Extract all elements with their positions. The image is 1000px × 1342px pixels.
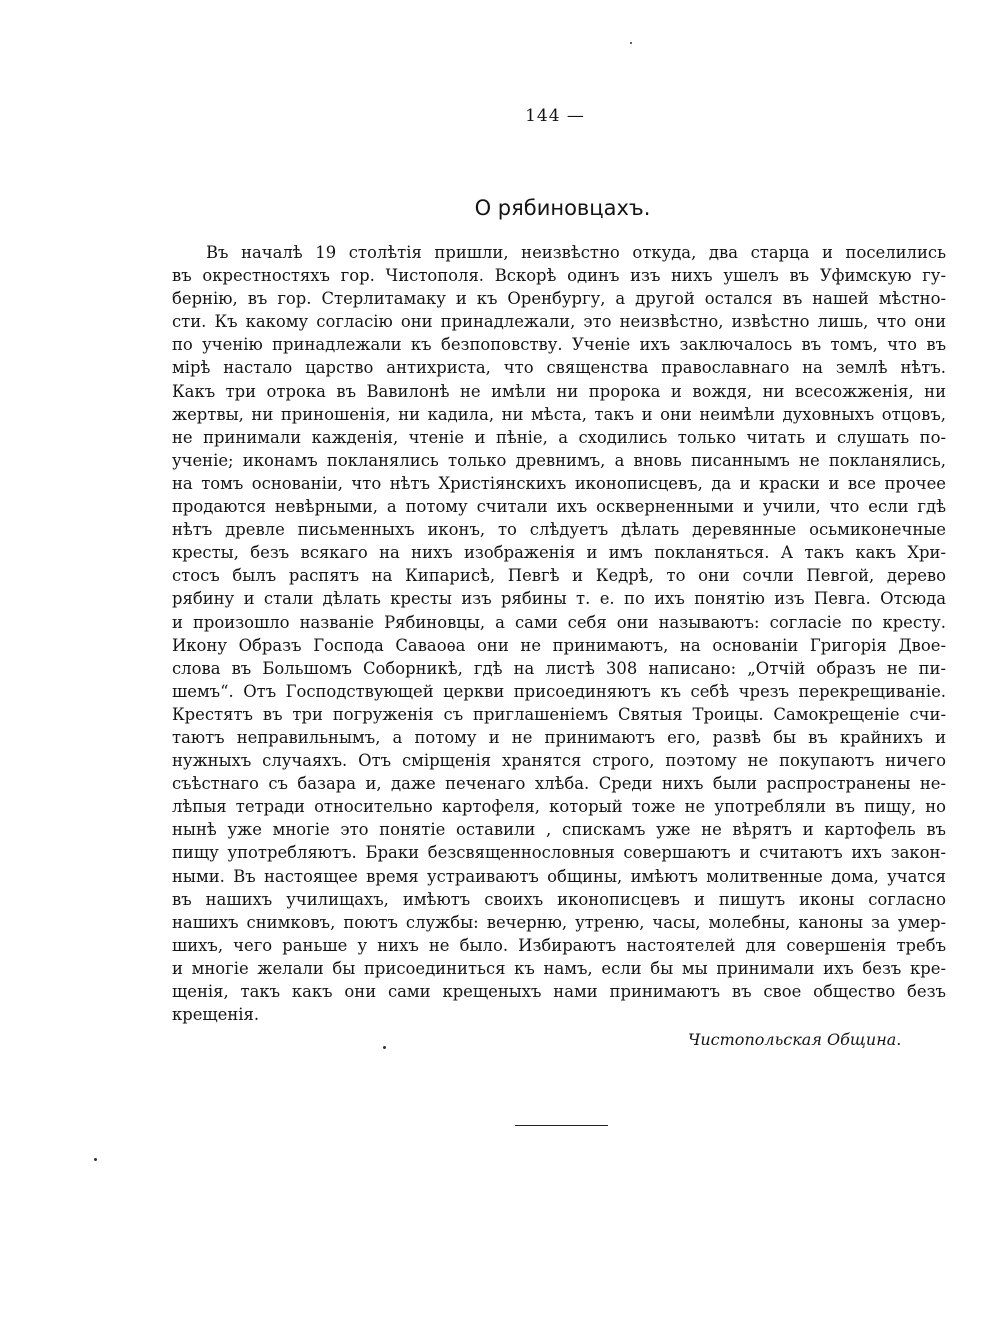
text-line: слова въ Большомъ Соборникѣ, гдѣ на листѣ 308 написано: „Отчій образъ не пи- — [172, 658, 946, 678]
text-line: бернію, въ гор. Стерлитамаку и къ Оренбургу, а другой остался въ нашей мѣстно- — [172, 289, 946, 309]
text-line: Въ началѣ 19 столѣтія пришли, неизвѣстно откуда, два старца и поселились — [206, 243, 946, 262]
text-line: сти. Къ какому согласію они принадлежали, это неизвѣстно, извѣстно лишь, что они — [172, 312, 946, 332]
text-line: рябину и стали дѣлать кресты изъ рябины т. е. по ихъ понятію изъ Певга. Отсюда — [172, 589, 946, 609]
text-line: и многіе желали бы присоединиться къ намъ, если бы мы принимали ихъ безъ кре- — [172, 958, 946, 978]
text-line: мірѣ настало царство антихриста, что священства православнаго на землѣ нѣтъ. — [172, 358, 946, 378]
text-line: нѣтъ древле письменныхъ иконъ, то слѣдуетъ дѣлать деревянные осьмиконечные — [172, 520, 946, 540]
text-line: стосъ былъ распятъ на Кипарисѣ, Певгѣ и Кедрѣ, то они сочли Певгой, дерево — [172, 566, 946, 586]
body-paragraph — [172, 241, 946, 1026]
text-line: нынѣ уже многіе это понятіе оставили , спискамъ уже не вѣрятъ и картофель въ — [172, 820, 946, 840]
print-speck — [630, 42, 632, 44]
text-line: на томъ основаніи, что нѣтъ Христіянскихъ иконописцевъ, да и краски и все прочее — [172, 473, 946, 493]
text-line: нашихъ снимковъ, поютъ службы: вечерню, утреню, часы, молебны, каноны за умер- — [172, 912, 946, 932]
text-line: и произошло названіе Рябиновцы, а сами себя они называютъ: согласіе по кресту. — [172, 612, 946, 632]
print-speck — [94, 1158, 97, 1161]
text-line: пищу употребляютъ. Браки безсвященнословныя совершаютъ и считаютъ ихъ закон- — [172, 843, 946, 863]
print-speck — [383, 1046, 386, 1049]
text-line: лѣпыя тетради относительно картофеля, который тоже не употребляли въ пищу, но — [172, 797, 946, 817]
text-line: не принимали кажденія, чтеніе и пѣніе, а сходились только читать и слушать по- — [172, 427, 946, 447]
text-line: Икону Образъ Господа Саваоѳа они не принимаютъ, на основаніи Григорія Двое- — [172, 635, 946, 655]
text-line: въ нашихъ училищахъ, имѣютъ своихъ иконописцевъ и пишутъ иконы согласно — [172, 889, 946, 909]
text-line: ученіе; иконамъ покланялись только древнимъ, а вновь писаннымъ не покланялись, — [172, 450, 946, 470]
text-line: по ученію принадлежали къ безпоповству. Ученіе ихъ заключалось въ томъ, что въ — [172, 335, 946, 355]
text-line: шихъ, чего раньше у нихъ не было. Избираютъ настоятелей для совершенія требъ — [172, 935, 946, 955]
signature: Чистопольская Община. — [688, 1030, 902, 1049]
text-line: Крестятъ въ три погруженія съ приглашеніемъ Святыя Троицы. Самокрещеніе счи- — [172, 704, 946, 724]
text-line: шемъ“. Отъ Господствующей церкви присоединяютъ къ себѣ чрезъ перекрещиваніе. — [172, 681, 946, 701]
text-line: жертвы, ни приношенія, ни кадила, ни мѣста, такъ и они неимѣли духовныхъ отцовъ, — [172, 404, 946, 424]
text-line: продаются невѣрными, а потому считали ихъ оскверненными и учили, что если гдѣ — [172, 497, 946, 517]
text-line: ными. Въ настоящее время устраиваютъ общины, имѣютъ молитвенные дома, учатся — [172, 866, 946, 886]
text-line: крещенія. — [172, 1005, 260, 1025]
text-line: нужныхъ случаяхъ. Отъ смірщенія хранятся строго, поэтому не покупаютъ ничего — [172, 751, 946, 771]
text-line: съѣстнаго съ базара и, даже печенаго хлѣба. Среди нихъ были распространены не- — [172, 774, 946, 794]
page-heading: О рябиновцахъ. — [474, 196, 651, 220]
text-line: кресты, безъ всякаго на нихъ изображенія и имъ покланяться. А такъ какъ Хри- — [172, 543, 946, 563]
closing-rule — [515, 1125, 608, 1126]
page-number: 144 — — [525, 106, 585, 126]
text-line: въ окрестностяхъ гор. Чистополя. Вскорѣ одинъ изъ нихъ ушелъ въ Уфимскую гу- — [172, 266, 946, 286]
text-line: таютъ неправильнымъ, а потому и не принимаютъ его, развѣ бы въ крайнихъ и — [172, 727, 946, 747]
text-line: Какъ три отрока въ Вавилонѣ не имѣли ни пророка и вождя, ни всесожженія, ни — [172, 381, 946, 401]
text-line: щенія, такъ какъ они сами крещеныхъ нами принимаютъ въ свое общество безъ — [172, 982, 946, 1001]
